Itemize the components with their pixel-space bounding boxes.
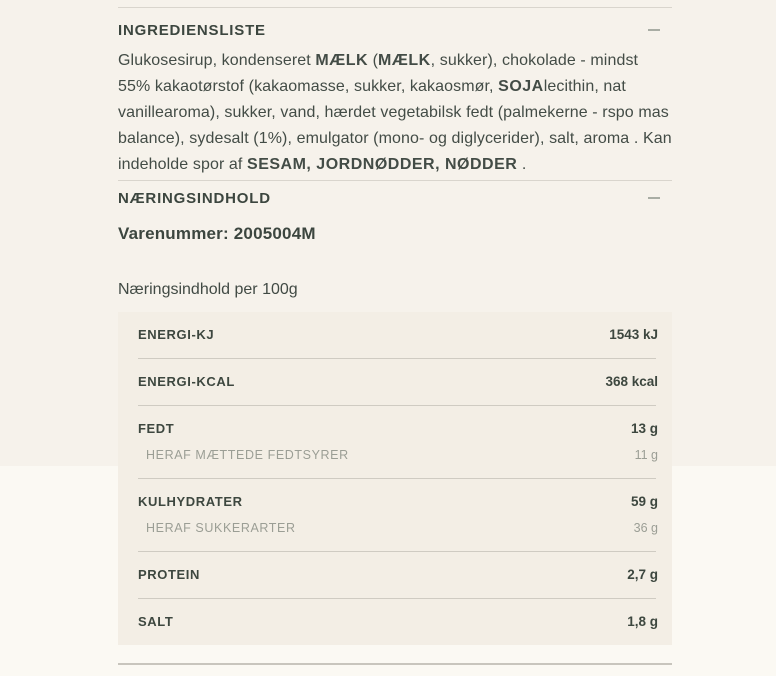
nutrient-row	[138, 325, 658, 345]
ingredient-text-segment: .	[517, 156, 527, 173]
accordion-header-nutrition[interactable]	[118, 190, 672, 206]
accordion-header-ingredients[interactable]	[118, 22, 672, 38]
nutrient-sublabel: HERAF MÆTTEDE FEDTSYRER	[146, 448, 349, 462]
nutrient-row	[138, 612, 658, 632]
nutrient-label: ENERGI-KJ	[138, 327, 215, 342]
table-row	[118, 312, 672, 358]
ingredients-text	[118, 48, 672, 178]
nutrient-subvalue: 11 g	[634, 448, 658, 462]
ingredient-allergen: MÆLK	[378, 52, 431, 69]
ingredient-text-segment: , sukker), chokolade - mindst 55% kakaotørstof (kakaomasse, sukker, kakaosmør,	[118, 52, 639, 95]
ingredient-allergen: MÆLK	[315, 52, 369, 69]
ingredient-text-segment: lecithin, nat vanillearoma), sukker, vand, hærdet vegetabilsk fedt (palmekerne - rspo mas balance), sydesalt (1%), emulgator (mono- og diglycerider), salt, aroma . Kan indeholde spor af	[118, 78, 672, 173]
nutrient-label: ENERGI-KCAL	[138, 374, 235, 389]
nutrient-subrow	[138, 518, 658, 538]
nutrient-row	[138, 419, 658, 439]
nutrient-value: 13 g	[630, 421, 658, 436]
nutrient-subvalue: 36 g	[633, 521, 658, 535]
ingredient-text-segment: Glukosesirup, kondenseret	[118, 52, 316, 69]
section-divider	[118, 180, 672, 181]
item-number: Varenummer: 2005004M	[118, 224, 316, 243]
nutrient-value: 368 kcal	[605, 374, 658, 389]
content-column	[118, 0, 672, 676]
nutrient-value: 1543 kJ	[609, 327, 658, 342]
table-row	[118, 406, 672, 478]
nutrition-section-title: NÆRINGSINDHOLD	[118, 189, 271, 207]
nutrition-per-100g-label: Næringsindhold per 100g	[118, 281, 298, 298]
nutrient-label: SALT	[138, 614, 174, 629]
collapse-minus-icon[interactable]	[648, 29, 660, 31]
nutrient-label: FEDT	[138, 421, 175, 436]
nutrient-value: 1,8 g	[627, 614, 658, 629]
nutrient-label: PROTEIN	[138, 567, 200, 582]
nutrient-subrow	[138, 445, 658, 465]
table-row	[118, 599, 672, 645]
ingredient-allergen: SESAM, JORDNØDDER, NØDDER	[247, 156, 518, 173]
nutrition-table	[118, 312, 672, 645]
table-row	[118, 552, 672, 598]
ingredient-text-segment: (	[368, 52, 379, 69]
table-row	[118, 479, 672, 551]
nutrient-label: KULHYDRATER	[138, 494, 243, 509]
nutrient-row	[138, 565, 658, 585]
nutrient-row	[138, 492, 658, 512]
nutrient-value: 59 g	[630, 494, 658, 509]
nutrient-value: 2,7 g	[627, 567, 658, 582]
next-section-divider	[118, 663, 672, 665]
nutrient-sublabel: HERAF SUKKERARTER	[146, 521, 296, 535]
table-row	[118, 359, 672, 405]
collapse-minus-icon[interactable]	[648, 197, 660, 199]
ingredient-allergen: SOJA	[498, 78, 544, 95]
ingredients-section-title: INGREDIENSLISTE	[118, 21, 266, 39]
nutrient-row	[138, 372, 658, 392]
section-divider	[118, 7, 672, 8]
